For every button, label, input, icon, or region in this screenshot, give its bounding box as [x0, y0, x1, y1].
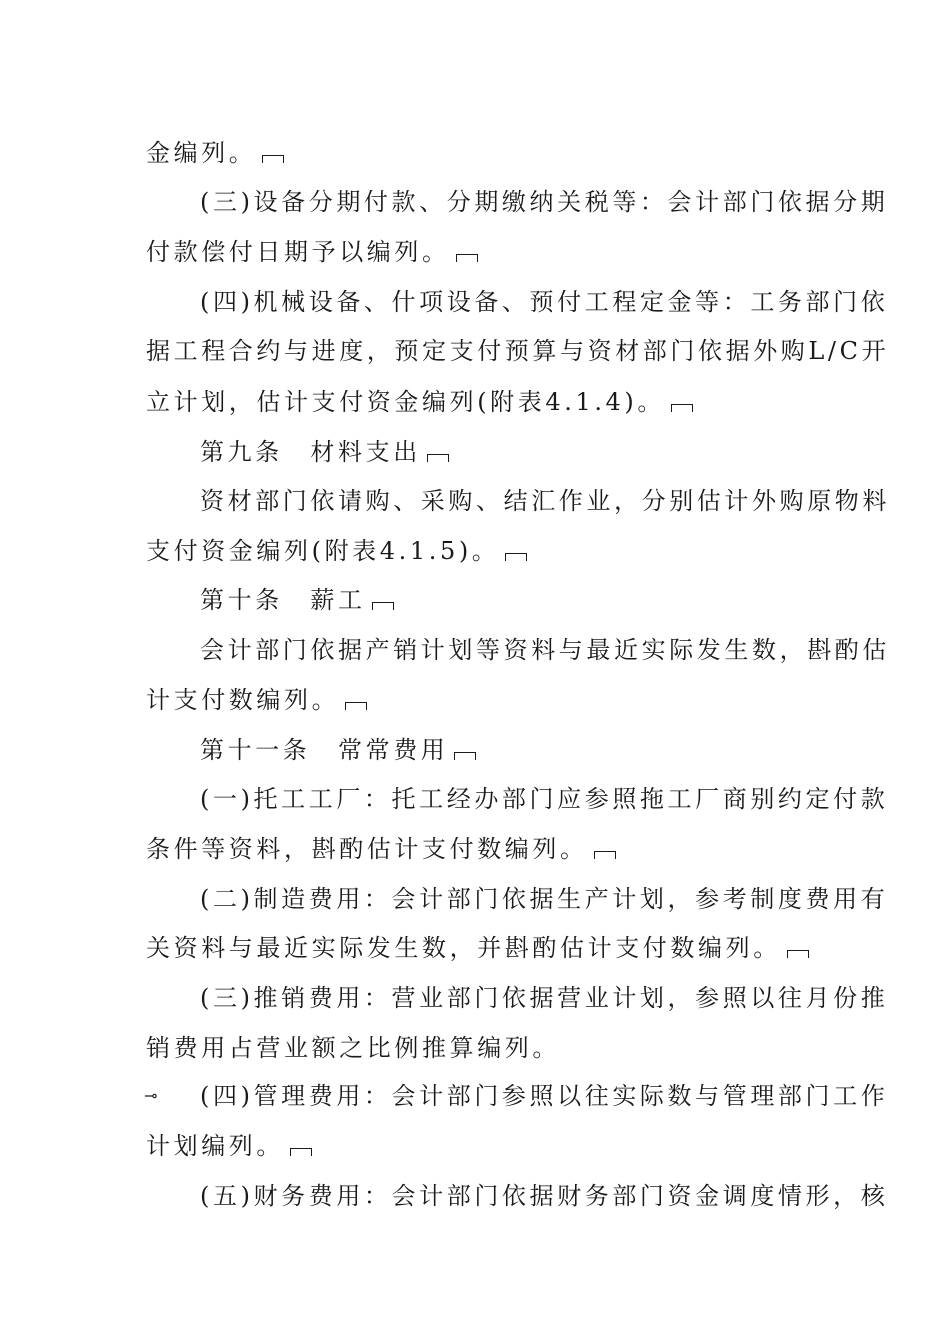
- paragraph-mark-icon: [456, 254, 478, 262]
- text-line: (二)制造费用：会计部门依据生产计划，参考制度费用有: [200, 885, 889, 913]
- text-line: 计划编列。: [146, 1131, 312, 1161]
- text-line: (四)管理费用：会计部门参照以往实际数与管理部门工作: [200, 1082, 889, 1110]
- text-line: 会计部门依据产销计划等资料与最近实际发生数，斟酌估: [200, 636, 890, 664]
- paragraph-mark-icon: [372, 602, 394, 610]
- paragraph-mark-icon: [787, 950, 809, 958]
- paragraph-mark-icon: [594, 851, 616, 859]
- paragraph-mark-icon: [345, 702, 367, 710]
- section-heading: 第九条 材料支出: [200, 437, 449, 467]
- paragraph-mark-icon: [290, 1148, 312, 1156]
- text-line: 销费用占营业额之比例推算编列。: [146, 1034, 560, 1062]
- paragraph-mark-icon: [505, 553, 527, 561]
- text-line: 据工程合约与进度，预定支付预算与资材部门依据外购L/C开: [146, 337, 890, 365]
- text-line: 条件等资料，斟酌估计支付数编列。: [146, 834, 616, 864]
- text-line: 关资料与最近实际发生数，并斟酌估计支付数编列。: [146, 933, 809, 963]
- text-line: (三)设备分期付款、分期缴纳关税等：会计部门依据分期: [200, 188, 889, 216]
- text-line: (五)财务费用：会计部门依据财务部门资金调度情形，核: [200, 1182, 889, 1210]
- text-line: (四)机械设备、什项设备、预付工程定金等：工务部门依: [200, 288, 889, 316]
- paragraph-mark-icon: [671, 404, 693, 412]
- paragraph-mark-icon: [262, 155, 284, 163]
- margin-mark-icon: ⊸: [144, 1086, 158, 1105]
- text-line: 金编列。: [146, 138, 284, 168]
- text-line: 计支付数编列。: [146, 685, 367, 715]
- paragraph-mark-icon: [427, 454, 449, 462]
- paragraph-mark-icon: [454, 752, 476, 760]
- section-heading: 第十一条 常常费用: [200, 735, 476, 765]
- text-line: (一)托工工厂：托工经办部门应参照拖工厂商别约定付款: [200, 785, 889, 813]
- text-line: 资材部门依请购、采购、结汇作业，分别估计外购原物料: [200, 487, 890, 515]
- text-line: 立计划，估计支付资金编列(附表4.1.4)。: [146, 387, 693, 417]
- text-line: (三)推销费用：营业部门依据营业计划，参照以往月份推: [200, 984, 889, 1012]
- text-line: 付款偿付日期予以编列。: [146, 237, 478, 267]
- section-heading: 第十条 薪工: [200, 585, 394, 615]
- text-line: 支付资金编列(附表4.1.5)。: [146, 536, 527, 566]
